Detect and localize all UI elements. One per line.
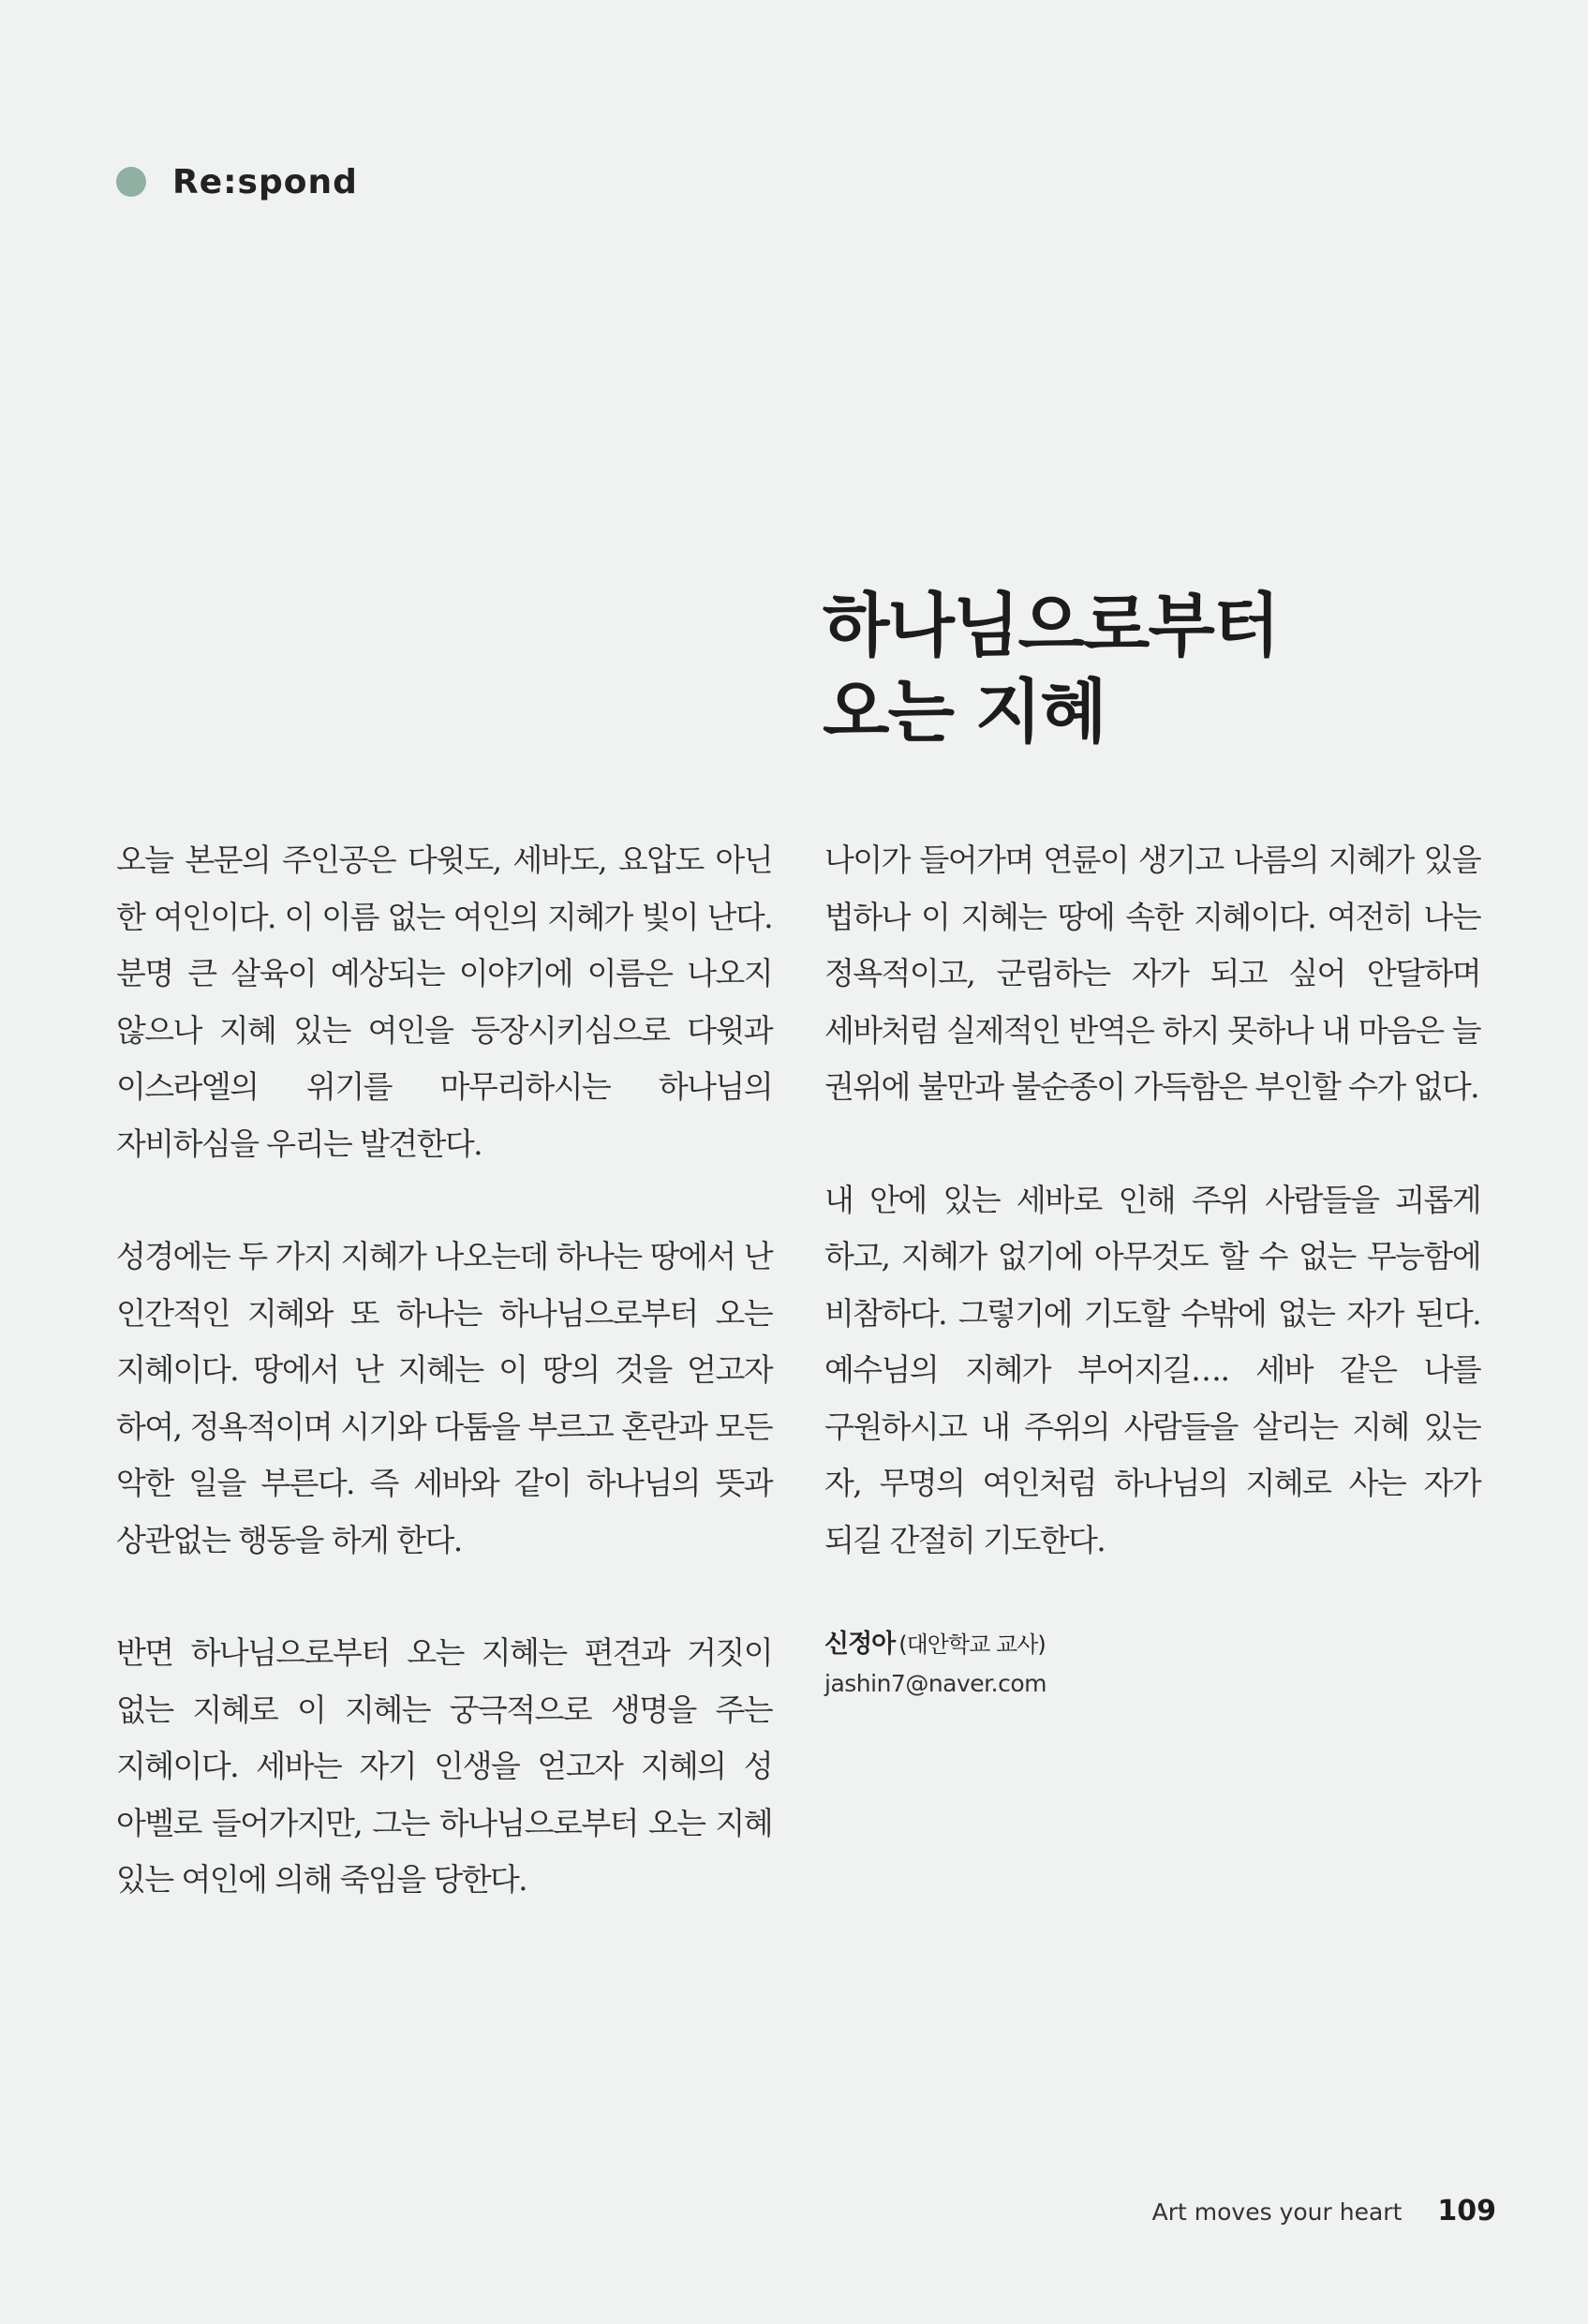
article-title: [823, 583, 1497, 755]
section-dot-icon: [116, 167, 146, 197]
section-label-text: Re:spond: [172, 162, 358, 201]
body-paragraph: 나이가 들어가며 연륜이 생기고 나름의 지혜가 있을 법하나 이 지혜는 땅에 속한 지혜이다. 여전히 나는 정욕적이고, 군림하는 자가 되고 싶어 안달하며 세바처럼 실제적인 반역은 하지 못하나 내 마음은 늘 권위에 불만과 불순종이 가득함은 부인할 수가 없다.: [824, 842, 1480, 1105]
author-role: (대안학교 교사): [898, 1631, 1046, 1658]
author-line: [824, 1625, 1480, 1664]
author-name: 신정아: [824, 1630, 896, 1659]
right-column: [824, 832, 1480, 1704]
author-block: [824, 1625, 1480, 1704]
author-email: jashin7@naver.com: [824, 1670, 1046, 1697]
body-paragraph: 성경에는 두 가지 지혜가 나오는데 하나는 땅에서 난 인간적인 지혜와 또 하나는 하나님으로부터 오는 지혜이다. 땅에서 난 지혜는 이 땅의 것을 얻고자 하여, 정욕적이며 시기와 다툼을 부르고 혼란과 모든 악한 일을 부른다. 즉 세바와 같이 하나님의 뜻과 상관없는 행동을 하게 한다.: [116, 1238, 772, 1558]
footer-tagline: Art moves your heart: [1151, 2198, 1402, 2226]
section-label: [116, 157, 358, 206]
body-paragraph: 내 안에 있는 세바로 인해 주위 사람들을 괴롭게 하고, 지혜가 없기에 아무것도 할 수 없는 무능함에 비참하다. 그렇기에 기도할 수밖에 없는 자가 된다. 예수님의 지혜가 부어지길…. 세바 같은 나를 구원하시고 내 주위의 사람들을 살리는 지혜 있는 자, 무명의 여인처럼 하나님의 지혜로 사는 자가 되길 간절히 기도한다.: [824, 1181, 1480, 1558]
page-number: 109: [1437, 2195, 1496, 2227]
body-paragraph: 오늘 본문의 주인공은 다윗도, 세바도, 요압도 아닌 한 여인이다. 이 이름 없는 여인의 지혜가 빛이 난다. 분명 큰 살육이 예상되는 이야기에 이름은 나오지 않으나 지혜 있는 여인을 등장시키심으로 다윗과 이스라엘의 위기를 마무리하시는 하나님의 자비하심을 우리는 발견한다.: [116, 842, 772, 1162]
article-title-line-1: 하나님으로부터: [823, 586, 1279, 666]
article-title-line-2: 오는 지혜: [823, 672, 1106, 752]
body-paragraph: 반면 하나님으로부터 오는 지혜는 편견과 거짓이 없는 지혜로 이 지혜는 궁극적으로 생명을 주는 지혜이다. 세바는 자기 인생을 얻고자 지혜의 성 아벨로 들어가지만, 그는 하나님으로부터 오는 지혜 있는 여인에 의해 죽임을 당한다.: [116, 1634, 772, 1898]
left-column: [116, 832, 772, 1965]
page-footer: [1152, 2195, 1496, 2227]
